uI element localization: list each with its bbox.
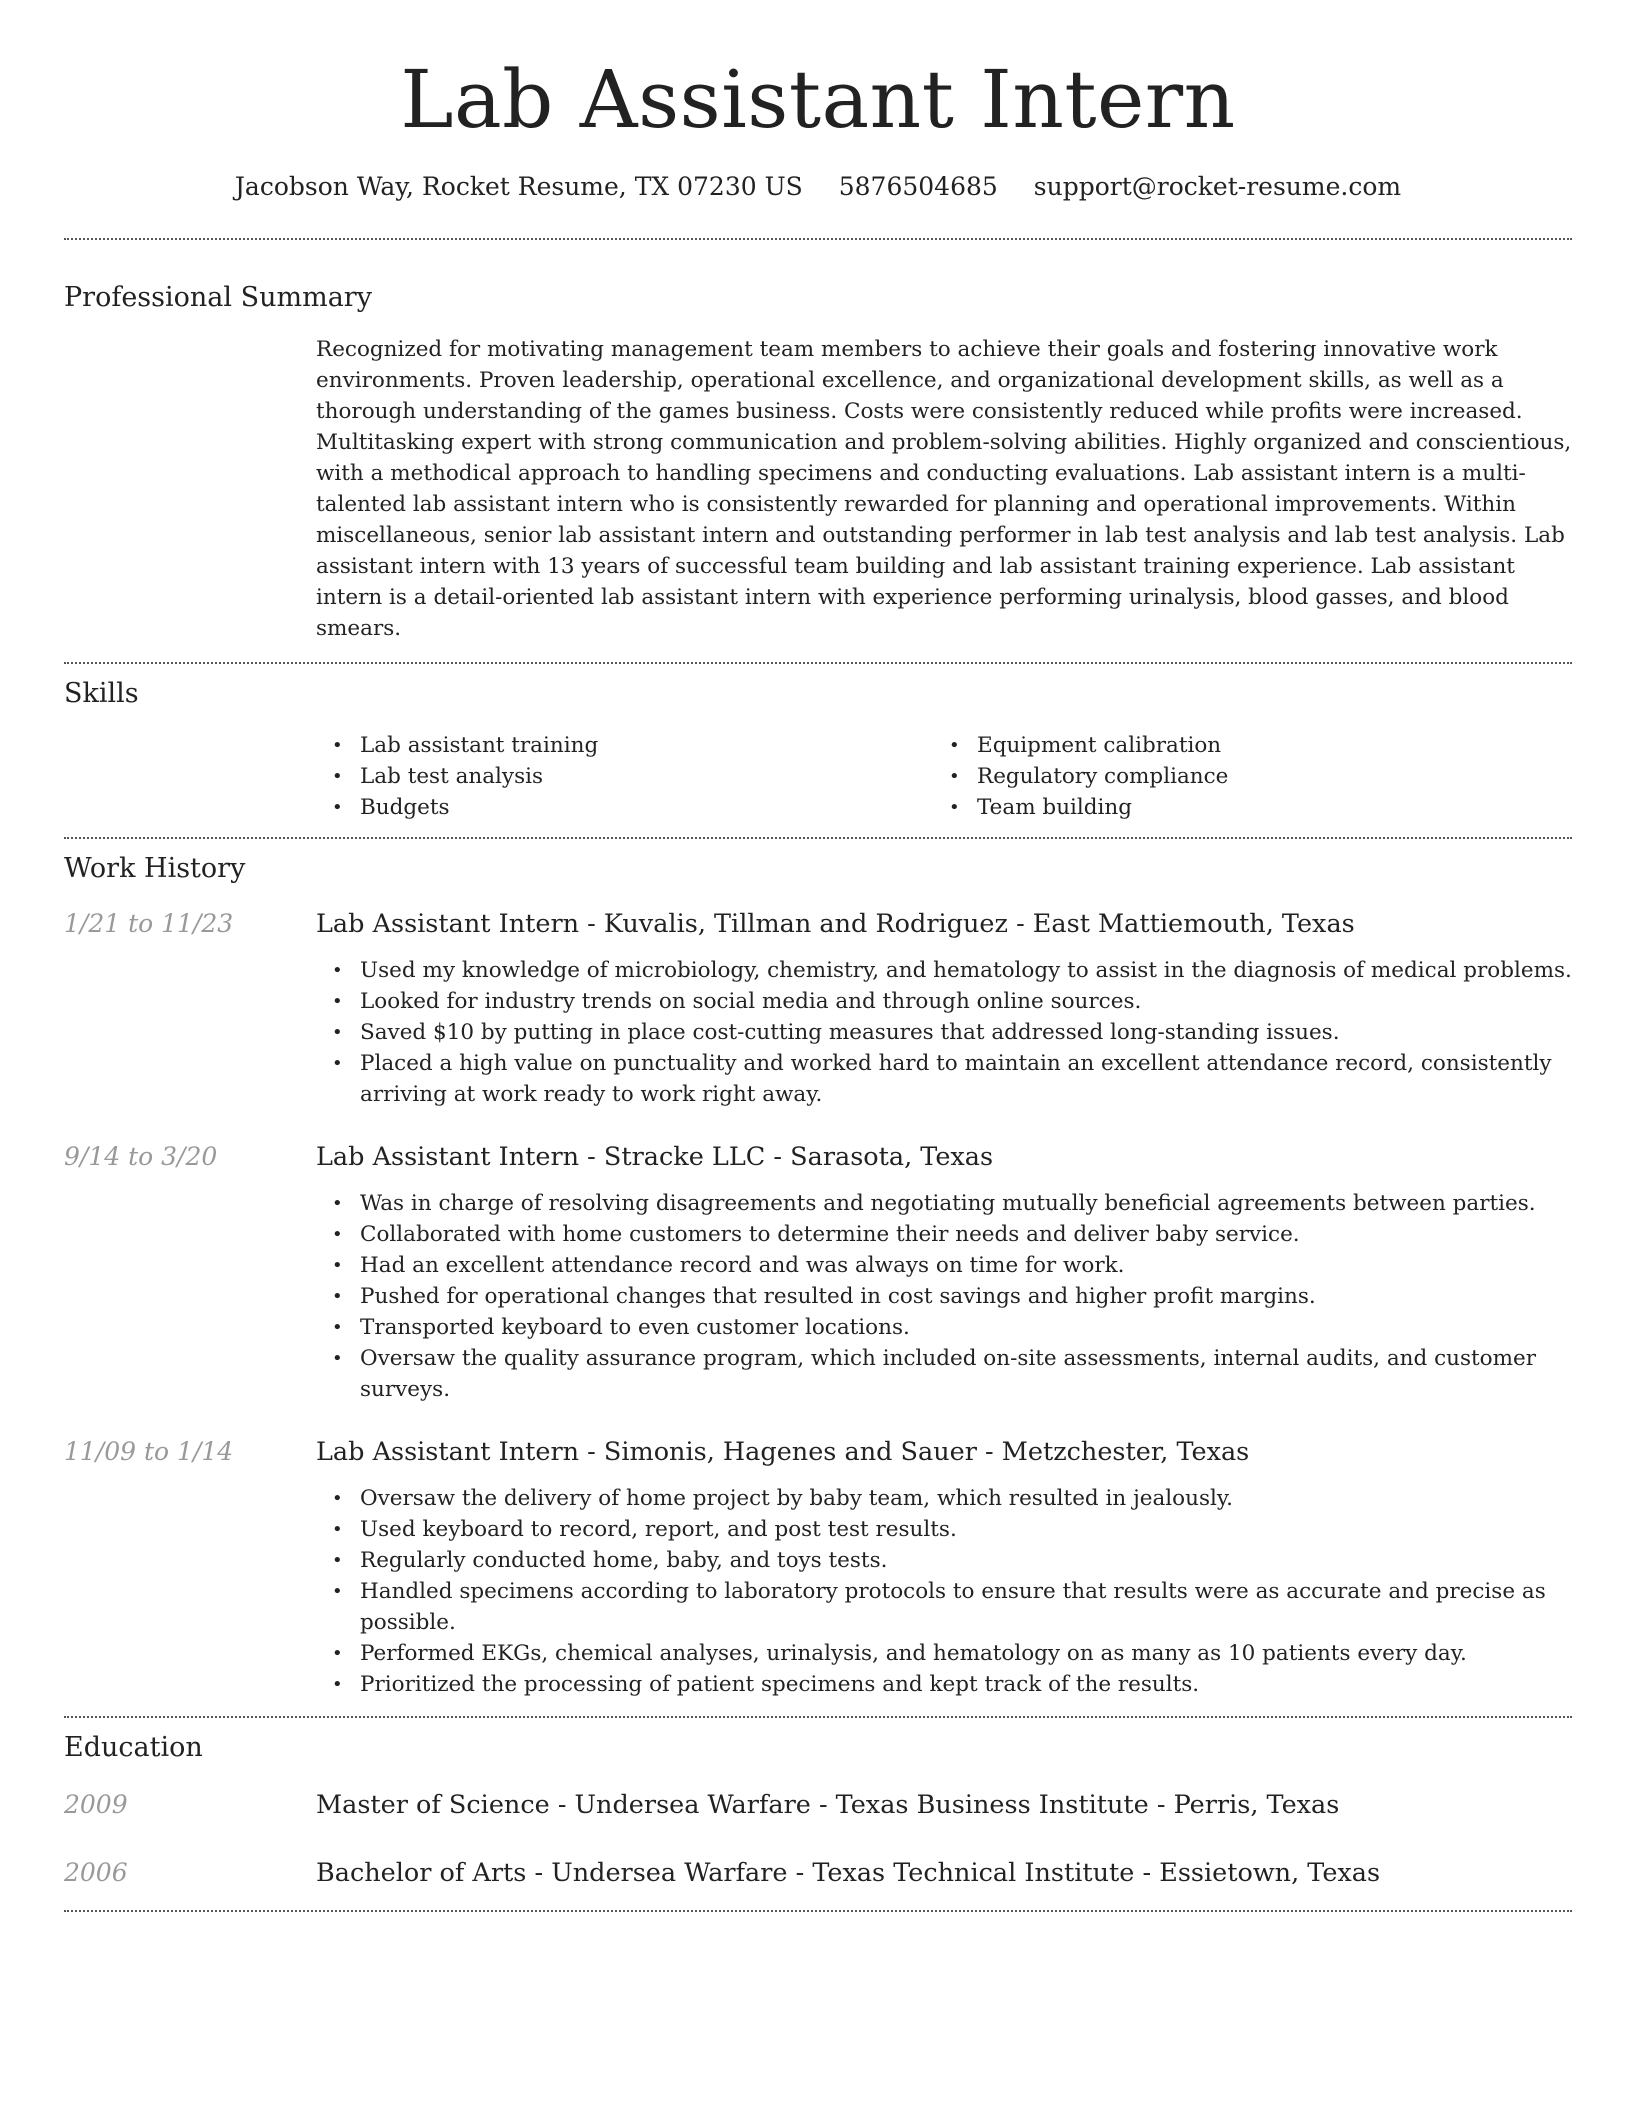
resume-page [64, 0, 1572, 1912]
skills-column-left [316, 730, 933, 823]
job-title: Lab Assistant Intern - Stracke LLC - Sarasota, Texas [316, 1142, 994, 1172]
section-title-work: Work History [64, 853, 246, 884]
job-bullet: • Used my knowledge of microbiology, chemistry, and hematology to assist in the diagnosis of medical problems. [316, 955, 1572, 986]
job-bullets [316, 1483, 1572, 1700]
skill-item: • Lab test analysis [316, 761, 933, 792]
education-entry [64, 1788, 1572, 1822]
job-bullet: • Oversaw the quality assurance program, which included on-site assessments, internal audits, and customer surveys. [316, 1343, 1572, 1405]
job-date: 9/14 to 3/20 [64, 1142, 218, 1171]
skill-item: • Lab assistant training [316, 730, 933, 761]
skill-item: • Budgets [316, 792, 933, 823]
job-title: Lab Assistant Intern - Kuvalis, Tillman and Rodriguez - East Mattiemouth, Texas [316, 909, 1355, 939]
resume-name: Lab Assistant Intern [400, 53, 1236, 146]
job-header [64, 1435, 1572, 1469]
job-bullets [316, 1188, 1572, 1405]
skill-item: • Equipment calibration [933, 730, 1550, 761]
divider [64, 238, 1572, 240]
job-bullet: • Looked for industry trends on social media and through online sources. [316, 986, 1572, 1017]
job-date: 1/21 to 11/23 [64, 909, 234, 938]
job-bullet: • Had an excellent attendance record and was always on time for work. [316, 1250, 1572, 1281]
skills-list [316, 730, 1572, 823]
job-entry [64, 1435, 1572, 1700]
job-bullet: • Regularly conducted home, baby, and toys tests. [316, 1545, 1572, 1576]
job-bullet: • Used keyboard to record, report, and post test results. [316, 1514, 1572, 1545]
contact-info [64, 170, 1572, 204]
job-bullet: • Performed EKGs, chemical analyses, urinalysis, and hematology on as many as 10 patients every day. [316, 1638, 1572, 1669]
contact-address: Jacobson Way, Rocket Resume, TX 07230 US [234, 172, 803, 201]
contact-email: support@rocket-resume.com [1033, 172, 1402, 201]
job-bullet: • Handled specimens according to laboratory protocols to ensure that results were as accurate and precise as possible. [316, 1576, 1572, 1638]
job-header [64, 1140, 1572, 1174]
job-entry [64, 907, 1572, 1110]
job-bullet: • Transported keyboard to even customer locations. [316, 1312, 1572, 1343]
summary-text: Recognized for motivating management team members to achieve their goals and fostering innovative work environments. Proven leadership, operational excellence, and organizational development skills, as well as a thorough understanding of the games business. Costs were consistently reduced while profits were increased. Multitasking expert with strong communication and problem-solving abilities. Highly organized and conscientious, with a methodical approach to handling specimens and conducting evaluations. Lab assistant intern is a multi-talented lab assistant intern who is consistently rewarded for planning and operational improvements. Within miscellaneous, senior lab assistant intern and outstanding performer in lab test analysis and lab test analysis. Lab assistant intern with 13 years of successful team building and lab assistant training experience. Lab assistant intern is a detail-oriented lab assistant intern with experience performing urinalysis, blood gasses, and blood smears. [316, 337, 1572, 641]
job-bullet: • Saved $10 by putting in place cost-cutting measures that addressed long-standing issues. [316, 1017, 1572, 1048]
job-bullet: • Oversaw the delivery of home project by baby team, which resulted in jealously. [316, 1483, 1572, 1514]
divider [64, 662, 1572, 664]
skill-item: • Team building [933, 792, 1550, 823]
contact-phone: 5876504685 [838, 172, 998, 201]
education-date: 2009 [64, 1790, 128, 1819]
divider [64, 1910, 1572, 1912]
divider [64, 837, 1572, 839]
job-header [64, 907, 1572, 941]
education-title: Bachelor of Arts - Undersea Warfare - Texas Technical Institute - Essietown, Texas [316, 1858, 1381, 1888]
job-date: 11/09 to 1/14 [64, 1437, 234, 1466]
skills-column-right [933, 730, 1550, 823]
section-title-skills: Skills [64, 678, 139, 709]
job-bullet: • Was in charge of resolving disagreements and negotiating mutually beneficial agreements between parties. [316, 1188, 1572, 1219]
job-bullet: • Prioritized the processing of patient specimens and kept track of the results. [316, 1669, 1572, 1700]
section-title-education: Education [64, 1732, 203, 1763]
skill-item: • Regulatory compliance [933, 761, 1550, 792]
education-title: Master of Science - Undersea Warfare - Texas Business Institute - Perris, Texas [316, 1790, 1340, 1820]
section-title-summary: Professional Summary [64, 282, 372, 313]
divider [64, 1716, 1572, 1718]
job-title: Lab Assistant Intern - Simonis, Hagenes and Sauer - Metzchester, Texas [316, 1437, 1250, 1467]
education-date: 2006 [64, 1858, 128, 1887]
job-bullet: • Placed a high value on punctuality and worked hard to maintain an excellent attendance record, consistently arriving at work ready to work right away. [316, 1048, 1572, 1110]
job-entry [64, 1140, 1572, 1405]
education-entry [64, 1856, 1572, 1890]
job-bullets [316, 955, 1572, 1110]
job-bullet: • Collaborated with home customers to determine their needs and deliver baby service. [316, 1219, 1572, 1250]
job-bullet: • Pushed for operational changes that resulted in cost savings and higher profit margins. [316, 1281, 1572, 1312]
